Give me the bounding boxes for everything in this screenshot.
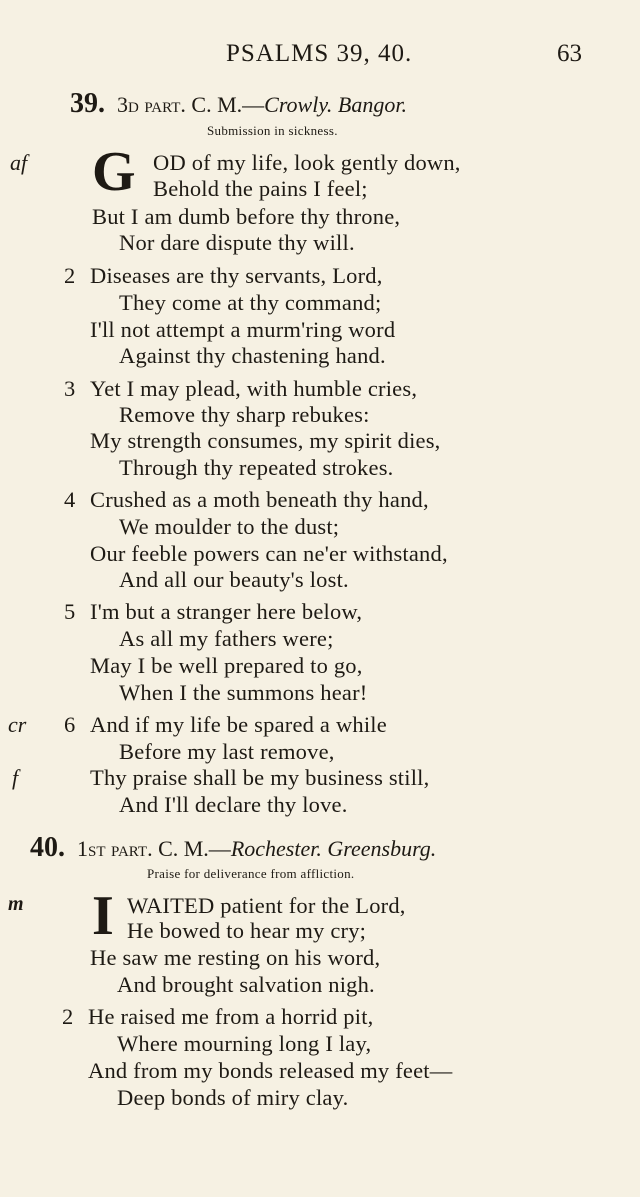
hymn-39-heading [70, 88, 407, 120]
hymn-number: 40. [30, 832, 65, 863]
hymn-tunes: Crowly. Bangor. [264, 92, 407, 117]
verse-line: Remove thy sharp rebukes: [119, 402, 370, 427]
verse-line: But I am dumb before thy throne, [92, 204, 401, 229]
verse-line: And all our beauty's lost. [119, 567, 349, 592]
dynamic-marking: cr [8, 712, 27, 737]
running-title: PSALMS 39, 40. [226, 40, 413, 67]
dynamic-marking: f [12, 765, 19, 790]
verse-line: And from my bonds released my feet— [88, 1058, 453, 1083]
verse-number: 4 [64, 487, 76, 512]
verse-line: WAITED patient for the Lord, [127, 893, 406, 918]
verse-line: Crushed as a moth beneath thy hand, [90, 487, 429, 512]
verse-line: Diseases are thy servants, Lord, [90, 263, 383, 288]
page-number: 63 [557, 40, 582, 67]
verse-line: He raised me from a horrid pit, [88, 1004, 374, 1029]
verse-line: Our feeble powers can ne'er withstand, [90, 541, 448, 566]
verse-line: My strength consumes, my spirit dies, [90, 428, 441, 453]
verse-line: He bowed to hear my cry; [127, 918, 367, 943]
verse-line: As all my fathers were; [119, 626, 334, 651]
hymn-39-subtitle: Submission in sickness. [207, 123, 338, 138]
verse-number: 3 [64, 376, 76, 401]
verse-line: And I'll declare thy love. [119, 792, 348, 817]
verse-line: And brought salvation nigh. [117, 972, 375, 997]
verse-line: Nor dare dispute thy will. [119, 230, 355, 255]
verse-line: He saw me resting on his word, [90, 945, 381, 970]
dynamic-marking: af [10, 150, 28, 175]
drop-cap: I [92, 885, 114, 947]
hymn-part: 1st part. C. M.— [77, 836, 231, 861]
verse-number: 5 [64, 599, 76, 624]
page-header [0, 40, 640, 74]
verse-line: Against thy chastening hand. [119, 343, 386, 368]
dynamic-marking: m [8, 893, 24, 915]
verse-line: I'll not attempt a murm'ring word [90, 317, 396, 342]
verse-line: Before my last remove, [119, 739, 335, 764]
verse-line: May I be well prepared to go, [90, 653, 363, 678]
hymn-number: 39. [70, 88, 105, 119]
verse-line: OD of my life, look gently down, [153, 150, 461, 175]
verse-line: Where mourning long I lay, [117, 1031, 372, 1056]
verse-line: And if my life be spared a while [90, 712, 387, 737]
hymn-part: 3d part. C. M.— [117, 92, 265, 117]
verse-line: I'm but a stranger here below, [90, 599, 363, 624]
hymn-40-heading [30, 832, 436, 864]
verse-line: Through thy repeated strokes. [119, 455, 394, 480]
verse-line: We moulder to the dust; [119, 514, 340, 539]
hymn-tunes: Rochester. Greensburg. [230, 836, 437, 861]
verse-number: 6 [64, 712, 76, 737]
verse-number: 2 [64, 263, 76, 288]
verse-line: Deep bonds of miry clay. [117, 1085, 349, 1110]
verse-line: Yet I may plead, with humble cries, [90, 376, 418, 401]
verse-line: Thy praise shall be my business still, [90, 765, 430, 790]
drop-cap: G [92, 141, 136, 203]
hymn-40-subtitle: Praise for deliverance from affliction. [147, 866, 355, 881]
verse-line: When I the summons hear! [119, 680, 368, 705]
verse-line: Behold the pains I feel; [153, 176, 368, 201]
verse-number: 2 [62, 1004, 74, 1029]
verse-line: They come at thy command; [119, 290, 382, 315]
